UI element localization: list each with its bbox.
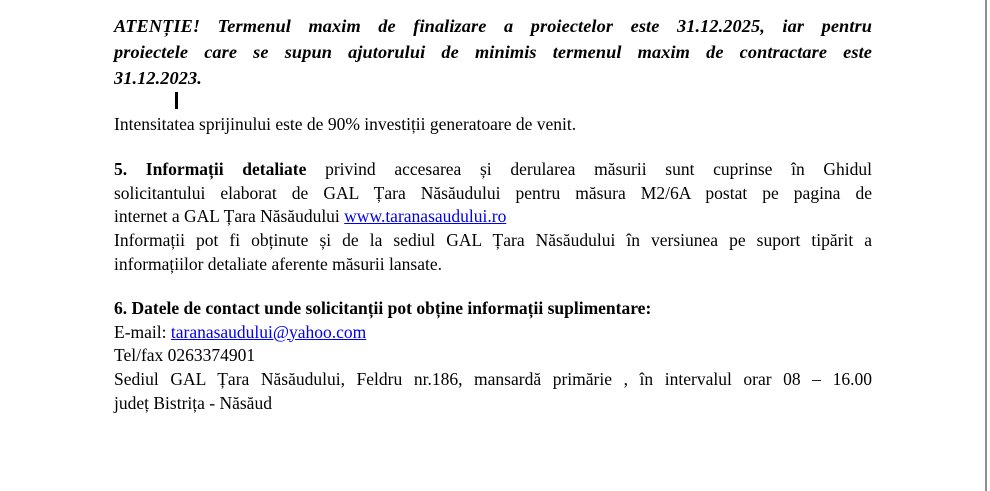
section5-heading: 5. Informații detaliate	[114, 158, 307, 179]
document-body	[114, 13, 872, 416]
email-row	[114, 321, 872, 345]
attention-paragraph	[114, 13, 872, 91]
blank-line	[114, 277, 872, 297]
attention-line-1: ATENȚIE! Termenul maxim de finalizare a proiectelor este 31.12.2025, iar pentru	[114, 16, 872, 36]
address-line-1: Sediul GAL Țara Năsăudului, Feldru nr.186, mansardă primărie , în intervalul orar 08 – 16.00	[114, 369, 872, 390]
section5-line-1	[114, 158, 872, 182]
website-link[interactable]: www.taranasaudului.ro	[344, 206, 507, 227]
email-link[interactable]: taranasaudului@yahoo.com	[170, 321, 367, 342]
blank-line	[114, 137, 872, 158]
text-cursor	[175, 92, 178, 109]
section5-line1-text: privind accesarea și derularea măsurii sunt cuprinse în Ghidul	[306, 158, 872, 179]
intensity-line: Intensitatea sprijinului este de 90% investiții generatoare de venit.	[114, 114, 577, 134]
section5-line-2: solicitantului elaborat de GAL Țara Năsăudului pentru măsura M2/6A postat pe pagina de	[114, 182, 872, 203]
section5-line-5: informațiilor detaliate aferente măsurii lansate.	[114, 253, 442, 274]
attention-line-3: 31.12.2023.	[114, 68, 202, 88]
email-label: E-mail:	[114, 321, 171, 342]
section5-line3-text: internet a GAL Țara Năsăudului	[114, 206, 345, 227]
telfax-line: Tel/fax 0263374901	[114, 345, 256, 366]
section5-line-3	[114, 205, 872, 229]
cursor-row	[114, 91, 872, 113]
address-line-2: județ Bistrița - Năsăud	[114, 392, 272, 413]
section-5	[114, 158, 872, 277]
section5-line-4: Informații pot fi obținute și de la sediul GAL Țara Năsăudului în versiunea pe suport tipărit a	[114, 230, 872, 251]
window-edge	[985, 0, 987, 491]
section6-heading: 6. Datele de contact unde solicitanții pot obține informații suplimentare:	[114, 297, 652, 318]
section-6	[114, 297, 872, 416]
attention-line-2: proiectele care se supun ajutorului de minimis termenul maxim de contractare este	[114, 42, 872, 62]
